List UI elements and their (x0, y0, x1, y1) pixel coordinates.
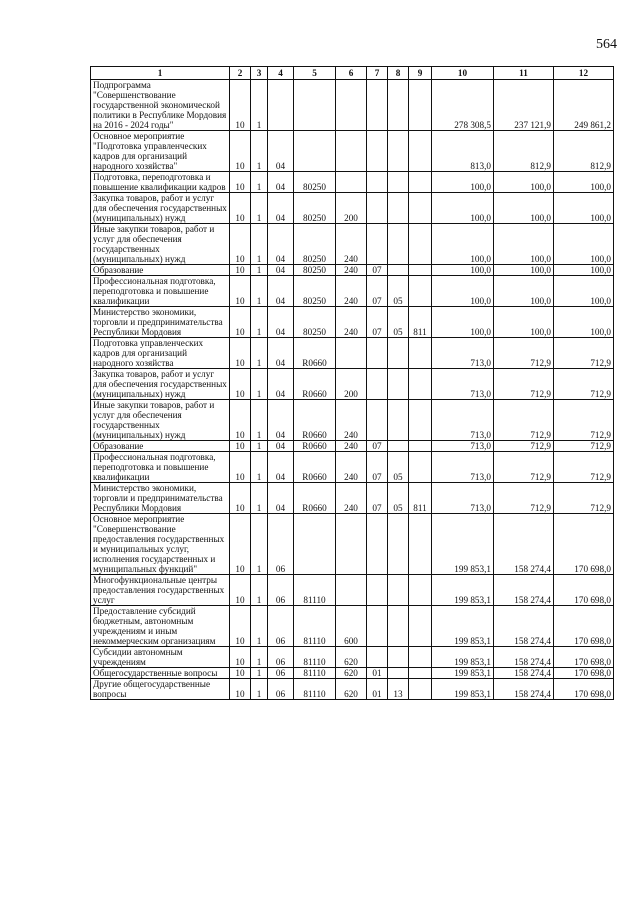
subdivision-cell (388, 80, 409, 131)
amount-2023-cell: 158 274,4 (494, 679, 554, 700)
subdivision-cell: 13 (388, 679, 409, 700)
row-name-cell: Подпрограмма "Совершенствование государственной экономической политики в Республике Мордовия на 2016 - 2024 годы" (91, 80, 230, 131)
section-code-cell: 10 (230, 452, 251, 483)
division-cell: 01 (367, 668, 388, 679)
section-code-cell: 10 (230, 193, 251, 224)
expense-type-cell (336, 172, 367, 193)
division-cell: 01 (367, 679, 388, 700)
amount-2022-cell: 199 853,1 (432, 668, 494, 679)
division-cell: 07 (367, 483, 388, 514)
subdivision-cell (388, 224, 409, 265)
ministry-code-cell: 811 (409, 483, 432, 514)
section-code-cell: 10 (230, 80, 251, 131)
section-code-cell: 10 (230, 441, 251, 452)
division-cell (367, 131, 388, 172)
division-cell (367, 172, 388, 193)
amount-2023-cell: 100,0 (494, 276, 554, 307)
table-row (91, 80, 614, 131)
column-header: 8 (388, 67, 409, 80)
column-header: 7 (367, 67, 388, 80)
subsection-code-cell: 1 (251, 307, 268, 338)
program-code-cell: 06 (268, 575, 294, 606)
table-body (91, 80, 614, 700)
row-name-cell: Общегосударственные вопросы (91, 668, 230, 679)
ministry-code-cell (409, 276, 432, 307)
ministry-code-cell (409, 369, 432, 400)
amount-2024-cell: 712,9 (554, 441, 614, 452)
amount-2024-cell: 712,9 (554, 369, 614, 400)
amount-2024-cell: 100,0 (554, 172, 614, 193)
program-code-cell: 06 (268, 668, 294, 679)
ministry-code-cell (409, 668, 432, 679)
amount-2022-cell: 199 853,1 (432, 575, 494, 606)
target-code-cell: R0660 (294, 338, 336, 369)
expense-type-cell: 240 (336, 224, 367, 265)
subdivision-cell (388, 172, 409, 193)
target-code-cell: 81110 (294, 606, 336, 647)
column-header: 1 (91, 67, 230, 80)
division-cell (367, 80, 388, 131)
subdivision-cell (388, 606, 409, 647)
target-code-cell: R0660 (294, 441, 336, 452)
subdivision-cell (388, 647, 409, 668)
section-code-cell: 10 (230, 483, 251, 514)
subsection-code-cell: 1 (251, 193, 268, 224)
amount-2024-cell: 170 698,0 (554, 514, 614, 575)
amount-2023-cell: 712,9 (494, 400, 554, 441)
expense-type-cell: 620 (336, 679, 367, 700)
amount-2022-cell: 199 853,1 (432, 514, 494, 575)
amount-2024-cell: 170 698,0 (554, 679, 614, 700)
program-code-cell: 04 (268, 265, 294, 276)
amount-2022-cell: 100,0 (432, 172, 494, 193)
table-row (91, 575, 614, 606)
target-code-cell: 80250 (294, 193, 336, 224)
amount-2023-cell: 100,0 (494, 193, 554, 224)
subdivision-cell (388, 400, 409, 441)
expense-type-cell: 200 (336, 369, 367, 400)
amount-2022-cell: 100,0 (432, 224, 494, 265)
division-cell (367, 193, 388, 224)
division-cell: 07 (367, 307, 388, 338)
program-code-cell: 04 (268, 193, 294, 224)
row-name-cell: Другие общегосударственные вопросы (91, 679, 230, 700)
expense-type-cell (336, 514, 367, 575)
expense-type-cell: 240 (336, 441, 367, 452)
table-row (91, 452, 614, 483)
subdivision-cell (388, 441, 409, 452)
row-name-cell: Образование (91, 265, 230, 276)
ministry-code-cell (409, 265, 432, 276)
table-header-row (91, 67, 614, 80)
expense-type-cell (336, 575, 367, 606)
ministry-code-cell: 811 (409, 307, 432, 338)
amount-2022-cell: 100,0 (432, 193, 494, 224)
row-name-cell: Министерство экономики, торговли и предпринимательства Республики Мордовия (91, 483, 230, 514)
subsection-code-cell: 1 (251, 276, 268, 307)
ministry-code-cell (409, 679, 432, 700)
target-code-cell: 81110 (294, 679, 336, 700)
program-code-cell: 04 (268, 452, 294, 483)
subsection-code-cell: 1 (251, 514, 268, 575)
table-row (91, 483, 614, 514)
division-cell (367, 369, 388, 400)
program-code-cell: 04 (268, 483, 294, 514)
ministry-code-cell (409, 606, 432, 647)
subsection-code-cell: 1 (251, 606, 268, 647)
target-code-cell: 80250 (294, 172, 336, 193)
amount-2022-cell: 713,0 (432, 452, 494, 483)
section-code-cell: 10 (230, 606, 251, 647)
subsection-code-cell: 1 (251, 668, 268, 679)
program-code-cell: 06 (268, 606, 294, 647)
amount-2024-cell: 170 698,0 (554, 606, 614, 647)
amount-2024-cell: 170 698,0 (554, 575, 614, 606)
program-code-cell: 06 (268, 647, 294, 668)
amount-2022-cell: 199 853,1 (432, 606, 494, 647)
amount-2022-cell: 713,0 (432, 441, 494, 452)
row-name-cell: Образование (91, 441, 230, 452)
table-row (91, 668, 614, 679)
amount-2022-cell: 713,0 (432, 400, 494, 441)
amount-2022-cell: 813,0 (432, 131, 494, 172)
target-code-cell: R0660 (294, 483, 336, 514)
program-code-cell: 04 (268, 369, 294, 400)
expense-type-cell: 620 (336, 668, 367, 679)
amount-2022-cell: 199 853,1 (432, 647, 494, 668)
expense-type-cell: 240 (336, 483, 367, 514)
row-name-cell: Иные закупки товаров, работ и услуг для обеспечения государственных (муниципальных) нужд (91, 224, 230, 265)
amount-2024-cell: 170 698,0 (554, 668, 614, 679)
row-name-cell: Подготовка управленческих кадров для организаций народного хозяйства (91, 338, 230, 369)
subsection-code-cell: 1 (251, 80, 268, 131)
subdivision-cell (388, 668, 409, 679)
expense-type-cell: 200 (336, 193, 367, 224)
table-row (91, 224, 614, 265)
column-header: 3 (251, 67, 268, 80)
target-code-cell (294, 514, 336, 575)
subsection-code-cell: 1 (251, 369, 268, 400)
section-code-cell: 10 (230, 131, 251, 172)
subdivision-cell (388, 265, 409, 276)
amount-2024-cell: 100,0 (554, 307, 614, 338)
table-row (91, 131, 614, 172)
row-name-cell: Иные закупки товаров, работ и услуг для обеспечения государственных (муниципальных) нужд (91, 400, 230, 441)
amount-2022-cell: 713,0 (432, 338, 494, 369)
subdivision-cell: 05 (388, 307, 409, 338)
subdivision-cell (388, 369, 409, 400)
target-code-cell: 81110 (294, 575, 336, 606)
ministry-code-cell (409, 400, 432, 441)
target-code-cell: 81110 (294, 668, 336, 679)
table-row (91, 307, 614, 338)
division-cell (367, 606, 388, 647)
subdivision-cell (388, 131, 409, 172)
subsection-code-cell: 1 (251, 224, 268, 265)
column-header: 6 (336, 67, 367, 80)
expense-type-cell: 620 (336, 647, 367, 668)
target-code-cell: 80250 (294, 276, 336, 307)
division-cell: 07 (367, 276, 388, 307)
subsection-code-cell: 1 (251, 441, 268, 452)
section-code-cell: 10 (230, 265, 251, 276)
row-name-cell: Министерство экономики, торговли и предпринимательства Республики Мордовия (91, 307, 230, 338)
ministry-code-cell (409, 452, 432, 483)
amount-2023-cell: 158 274,4 (494, 668, 554, 679)
row-name-cell: Закупка товаров, работ и услуг для обеспечения государственных (муниципальных) нужд (91, 369, 230, 400)
amount-2023-cell: 812,9 (494, 131, 554, 172)
division-cell: 07 (367, 265, 388, 276)
column-header: 9 (409, 67, 432, 80)
target-code-cell: R0660 (294, 400, 336, 441)
expense-type-cell: 240 (336, 276, 367, 307)
amount-2023-cell: 158 274,4 (494, 575, 554, 606)
division-cell (367, 647, 388, 668)
column-header: 10 (432, 67, 494, 80)
page-number: 564 (596, 37, 617, 52)
target-code-cell (294, 80, 336, 131)
amount-2023-cell: 158 274,4 (494, 647, 554, 668)
division-cell: 07 (367, 452, 388, 483)
amount-2022-cell: 199 853,1 (432, 679, 494, 700)
subsection-code-cell: 1 (251, 131, 268, 172)
amount-2023-cell: 100,0 (494, 224, 554, 265)
target-code-cell: R0660 (294, 452, 336, 483)
table-row (91, 679, 614, 700)
subdivision-cell: 05 (388, 483, 409, 514)
row-name-cell: Основное мероприятие "Подготовка управленческих кадров для организаций народного хозяйства" (91, 131, 230, 172)
row-name-cell: Подготовка, переподготовка и повышение квалификации кадров (91, 172, 230, 193)
subdivision-cell (388, 575, 409, 606)
subsection-code-cell: 1 (251, 400, 268, 441)
subdivision-cell: 05 (388, 276, 409, 307)
table-row (91, 606, 614, 647)
section-code-cell: 10 (230, 679, 251, 700)
column-header: 4 (268, 67, 294, 80)
row-name-cell: Профессиональная подготовка, переподготовка и повышение квалификации (91, 452, 230, 483)
program-code-cell: 06 (268, 514, 294, 575)
amount-2024-cell: 712,9 (554, 452, 614, 483)
program-code-cell: 04 (268, 400, 294, 441)
target-code-cell: 81110 (294, 647, 336, 668)
subsection-code-cell: 1 (251, 679, 268, 700)
expense-type-cell: 600 (336, 606, 367, 647)
amount-2024-cell: 249 861,2 (554, 80, 614, 131)
section-code-cell: 10 (230, 224, 251, 265)
amount-2022-cell: 713,0 (432, 483, 494, 514)
subdivision-cell: 05 (388, 452, 409, 483)
subsection-code-cell: 1 (251, 172, 268, 193)
expense-type-cell: 240 (336, 452, 367, 483)
subdivision-cell (388, 338, 409, 369)
amount-2023-cell: 158 274,4 (494, 514, 554, 575)
expense-type-cell (336, 338, 367, 369)
column-header: 2 (230, 67, 251, 80)
division-cell (367, 575, 388, 606)
expense-type-cell: 240 (336, 307, 367, 338)
amount-2022-cell: 100,0 (432, 307, 494, 338)
section-code-cell: 10 (230, 514, 251, 575)
table-row (91, 514, 614, 575)
section-code-cell: 10 (230, 369, 251, 400)
amount-2023-cell: 237 121,9 (494, 80, 554, 131)
program-code-cell (268, 80, 294, 131)
table-row (91, 172, 614, 193)
subdivision-cell (388, 514, 409, 575)
target-code-cell: 80250 (294, 307, 336, 338)
table-row (91, 276, 614, 307)
target-code-cell: 80250 (294, 265, 336, 276)
amount-2022-cell: 100,0 (432, 265, 494, 276)
subsection-code-cell: 1 (251, 483, 268, 514)
table-row (91, 369, 614, 400)
amount-2024-cell: 100,0 (554, 276, 614, 307)
section-code-cell: 10 (230, 647, 251, 668)
amount-2024-cell: 100,0 (554, 193, 614, 224)
amount-2024-cell: 170 698,0 (554, 647, 614, 668)
ministry-code-cell (409, 514, 432, 575)
amount-2023-cell: 712,9 (494, 338, 554, 369)
subsection-code-cell: 1 (251, 452, 268, 483)
subsection-code-cell: 1 (251, 647, 268, 668)
program-code-cell: 04 (268, 172, 294, 193)
ministry-code-cell (409, 224, 432, 265)
table-row (91, 400, 614, 441)
table-row (91, 647, 614, 668)
ministry-code-cell (409, 575, 432, 606)
amount-2023-cell: 712,9 (494, 452, 554, 483)
division-cell (367, 338, 388, 369)
program-code-cell: 04 (268, 276, 294, 307)
expense-type-cell (336, 131, 367, 172)
column-header: 5 (294, 67, 336, 80)
amount-2024-cell: 712,9 (554, 338, 614, 369)
column-header: 12 (554, 67, 614, 80)
division-cell (367, 224, 388, 265)
amount-2023-cell: 712,9 (494, 441, 554, 452)
budget-table (90, 66, 614, 700)
division-cell (367, 514, 388, 575)
row-name-cell: Закупка товаров, работ и услуг для обеспечения государственных (муниципальных) нужд (91, 193, 230, 224)
program-code-cell: 04 (268, 224, 294, 265)
subsection-code-cell: 1 (251, 265, 268, 276)
section-code-cell: 10 (230, 172, 251, 193)
row-name-cell: Профессиональная подготовка, переподготовка и повышение квалификации (91, 276, 230, 307)
row-name-cell: Многофункциональные центры предоставления государственных услуг (91, 575, 230, 606)
ministry-code-cell (409, 647, 432, 668)
row-name-cell: Основное мероприятие "Совершенствование предоставления государственных и муниципальных услуг, исполнения государственных и муниципальных функций" (91, 514, 230, 575)
target-code-cell: R0660 (294, 369, 336, 400)
amount-2024-cell: 812,9 (554, 131, 614, 172)
amount-2022-cell: 278 308,5 (432, 80, 494, 131)
amount-2023-cell: 158 274,4 (494, 606, 554, 647)
table-row (91, 441, 614, 452)
table-row (91, 338, 614, 369)
amount-2024-cell: 100,0 (554, 224, 614, 265)
table-row (91, 193, 614, 224)
program-code-cell: 04 (268, 441, 294, 452)
division-cell (367, 400, 388, 441)
expense-type-cell: 240 (336, 265, 367, 276)
program-code-cell: 04 (268, 307, 294, 338)
subsection-code-cell: 1 (251, 575, 268, 606)
table-row (91, 265, 614, 276)
amount-2023-cell: 712,9 (494, 369, 554, 400)
row-name-cell: Субсидии автономным учреждениям (91, 647, 230, 668)
program-code-cell: 06 (268, 679, 294, 700)
ministry-code-cell (409, 193, 432, 224)
section-code-cell: 10 (230, 668, 251, 679)
ministry-code-cell (409, 338, 432, 369)
division-cell: 07 (367, 441, 388, 452)
ministry-code-cell (409, 80, 432, 131)
amount-2022-cell: 100,0 (432, 276, 494, 307)
expense-type-cell: 240 (336, 400, 367, 441)
program-code-cell: 04 (268, 131, 294, 172)
amount-2023-cell: 100,0 (494, 172, 554, 193)
section-code-cell: 10 (230, 338, 251, 369)
section-code-cell: 10 (230, 400, 251, 441)
section-code-cell: 10 (230, 276, 251, 307)
ministry-code-cell (409, 441, 432, 452)
target-code-cell (294, 131, 336, 172)
amount-2024-cell: 712,9 (554, 400, 614, 441)
amount-2023-cell: 712,9 (494, 483, 554, 514)
amount-2023-cell: 100,0 (494, 307, 554, 338)
amount-2024-cell: 712,9 (554, 483, 614, 514)
ministry-code-cell (409, 131, 432, 172)
amount-2022-cell: 713,0 (432, 369, 494, 400)
amount-2024-cell: 100,0 (554, 265, 614, 276)
column-header: 11 (494, 67, 554, 80)
amount-2023-cell: 100,0 (494, 265, 554, 276)
subsection-code-cell: 1 (251, 338, 268, 369)
section-code-cell: 10 (230, 307, 251, 338)
program-code-cell: 04 (268, 338, 294, 369)
section-code-cell: 10 (230, 575, 251, 606)
subdivision-cell (388, 193, 409, 224)
target-code-cell: 80250 (294, 224, 336, 265)
row-name-cell: Предоставление субсидий бюджетным, автономным учреждениям и иным некоммерческим организациям (91, 606, 230, 647)
ministry-code-cell (409, 172, 432, 193)
expense-type-cell (336, 80, 367, 131)
